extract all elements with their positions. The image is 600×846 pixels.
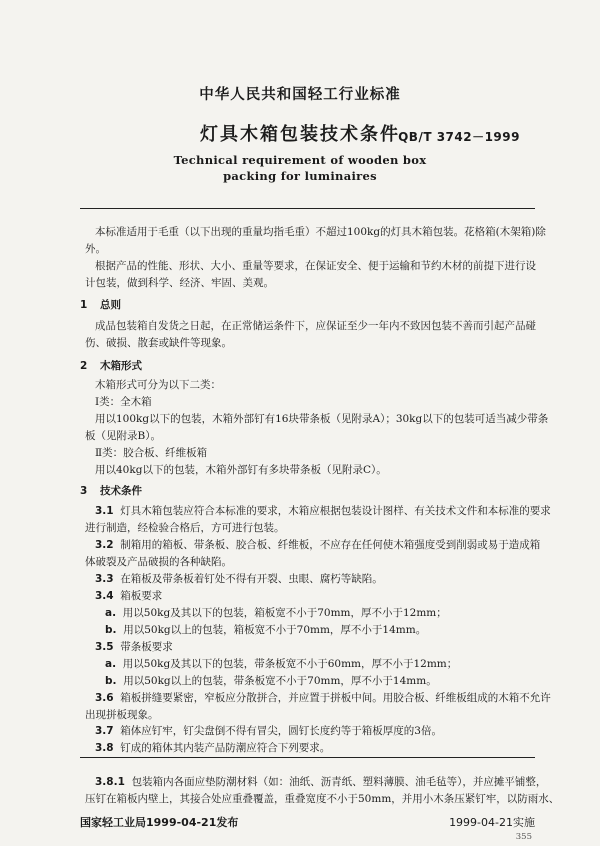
clause-3-6-line-2: 出现拼板现象。 — [85, 709, 159, 721]
intro-paragraph-2-line-2: 计包装，做到科学、经济、牢固、美观。 — [85, 277, 274, 289]
header-divider — [80, 208, 535, 209]
section-2-line-4: 板（见附录B）。 — [85, 430, 161, 442]
issuer-date: 国家轻工业局1999-04-21发布 — [80, 816, 239, 829]
clause-3-2-line-2: 体破裂及产品破损的各种缺陷。 — [85, 556, 232, 568]
clause-3-1-text: 灯具木箱包装应符合本标准的要求，木箱应根据包装设计图样、有关技术文件和本标准的要求 — [120, 505, 551, 517]
clause-3-6-line-1 — [95, 690, 551, 705]
section-1-title: 总则 — [100, 299, 121, 311]
clause-3-8 — [95, 740, 330, 755]
clause-3-4-a-label: a. — [105, 607, 117, 619]
section-1-heading — [80, 297, 121, 312]
section-2-line-3: 用以100kg以下的包装，木箱外部钉有16块带条板（见附录A）；30kg以下的包装可适当减少带条 — [95, 413, 549, 425]
clause-3-7-number: 3.7 — [95, 725, 114, 737]
clause-3-8-1-line-1 — [95, 774, 546, 789]
clause-3-4-b-label: b. — [105, 624, 117, 636]
section-3-number: 3 — [80, 485, 88, 497]
section-3-title: 技术条件 — [100, 485, 142, 497]
clause-3-5-number: 3.5 — [95, 641, 114, 653]
clause-3-5-a — [105, 656, 457, 671]
clause-3-5-b-label: b. — [105, 675, 117, 687]
intro-paragraph-1-line-2: 外。 — [85, 243, 106, 255]
clause-3-5-b-text: 用以50kg以上的包装，带条板宽不小于70mm，厚不小于14mm。 — [123, 675, 437, 687]
english-title-line-2: packing for luminaires — [223, 169, 377, 183]
clause-3-5-a-text: 用以50kg及其以下的包装，带条板宽不小于60mm，厚不小于12mm； — [122, 658, 458, 670]
clause-3-8-text: 钉成的箱体其内装产品防潮应符合下列要求。 — [120, 742, 331, 754]
clause-3-5-heading — [95, 639, 173, 654]
section-1-line-1: 成品包装箱自发货之日起，在正常储运条件下，应保证至少一年内不致因包装不善而引起产品碰 — [95, 320, 536, 332]
standard-number: QB/T 3742－1999 — [398, 130, 520, 144]
clause-3-8-1-number: 3.8.1 — [95, 776, 125, 788]
clause-3-6-number: 3.6 — [95, 692, 114, 704]
footer-divider — [80, 757, 535, 758]
clause-3-5-b — [105, 673, 437, 688]
clause-3-2-text: 制箱用的箱板、带条板、胶合板、纤维板，不应存在任何使木箱强度受到削弱或易于造成箱 — [120, 539, 541, 551]
clause-3-3 — [95, 571, 383, 586]
clause-3-2-number: 3.2 — [95, 539, 114, 551]
clause-3-4-title: 箱板要求 — [120, 590, 163, 602]
clause-3-4-number: 3.4 — [95, 590, 114, 602]
english-title-line-1: Technical requirement of wooden box — [173, 153, 427, 167]
clause-3-2-line-1 — [95, 537, 540, 552]
clause-3-8-number: 3.8 — [95, 742, 114, 754]
clause-3-4-a — [105, 605, 447, 620]
clause-3-3-text: 在箱板及带条板着钉处不得有开裂、虫眼、腐朽等缺陷。 — [120, 573, 383, 585]
clause-3-4-b — [105, 622, 426, 637]
section-2-number: 2 — [80, 360, 88, 372]
section-1-line-2: 伤、破损、散套或缺件等现象。 — [85, 337, 232, 349]
clause-3-8-1-text: 包装箱内各面应垫防潮材料（如：油纸、沥青纸、塑料薄膜、油毛毡等），并应摊平铺整， — [131, 776, 547, 788]
clause-3-4-a-text: 用以50kg及其以下的包装，箱板宽不小于70mm，厚不小于12mm； — [122, 607, 447, 619]
clause-3-4-heading — [95, 588, 162, 603]
clause-3-7-text: 箱体应钉牢，钉尖盘倒不得有冒尖，圆钉长度约等于箱板厚度的3倍。 — [120, 725, 442, 737]
clause-3-8-1-line-2: 压钉在箱板内壁上，其接合处应重叠覆盖，重叠宽度不小于50mm，并用小木条压紧钉牢，以防雨水、 — [85, 793, 560, 805]
issuing-authority: 中华人民共和国轻工行业标准 — [199, 87, 401, 103]
clause-3-1-number: 3.1 — [95, 505, 114, 517]
page-number: 355 — [515, 832, 532, 842]
section-3-heading — [80, 483, 142, 498]
clause-3-6-text: 箱板拼缝要紧密，窄板应分散拼合，并应置于拼板中间。用胶合板、纤维板组成的木箱不允许 — [120, 692, 551, 704]
implementation-date: 1999-04-21实施 — [449, 816, 535, 829]
clause-3-4-b-text: 用以50kg以上的包装，箱板宽不小于70mm，厚不小于14mm。 — [123, 624, 427, 636]
clause-3-3-number: 3.3 — [95, 573, 114, 585]
clause-3-7 — [95, 723, 442, 738]
clause-3-5-a-label: a. — [105, 658, 117, 670]
section-1-number: 1 — [80, 299, 88, 311]
clause-3-5-title: 带条板要求 — [120, 641, 173, 653]
intro-paragraph-1-line-1: 本标准适用于毛重（以下出现的重量均指毛重）不超过100kg的灯具木箱包装。花格箱(木架箱)除 — [95, 226, 546, 238]
section-2-line-1: 木箱形式可分为以下二类： — [95, 379, 221, 391]
document-title: 灯具木箱包装技术条件 — [200, 124, 400, 145]
intro-paragraph-2-line-1: 根据产品的性能、形状、大小、重量等要求，在保证安全、便于运输和节约木材的前提下进行设 — [95, 260, 536, 272]
clause-3-1-line-2: 进行制造，经检验合格后，方可进行包装。 — [85, 522, 285, 534]
section-2-line-2: Ⅰ类：全木箱 — [95, 396, 152, 408]
section-2-line-6: 用以40kg以下的包装，木箱外部钉有多块带条板（见附录C）。 — [95, 464, 387, 476]
clause-3-1-line-1 — [95, 503, 551, 518]
section-2-heading — [80, 358, 142, 373]
section-2-line-5: Ⅱ类：胶合板、纤维板箱 — [95, 447, 208, 459]
section-2-title: 木箱形式 — [100, 360, 142, 372]
